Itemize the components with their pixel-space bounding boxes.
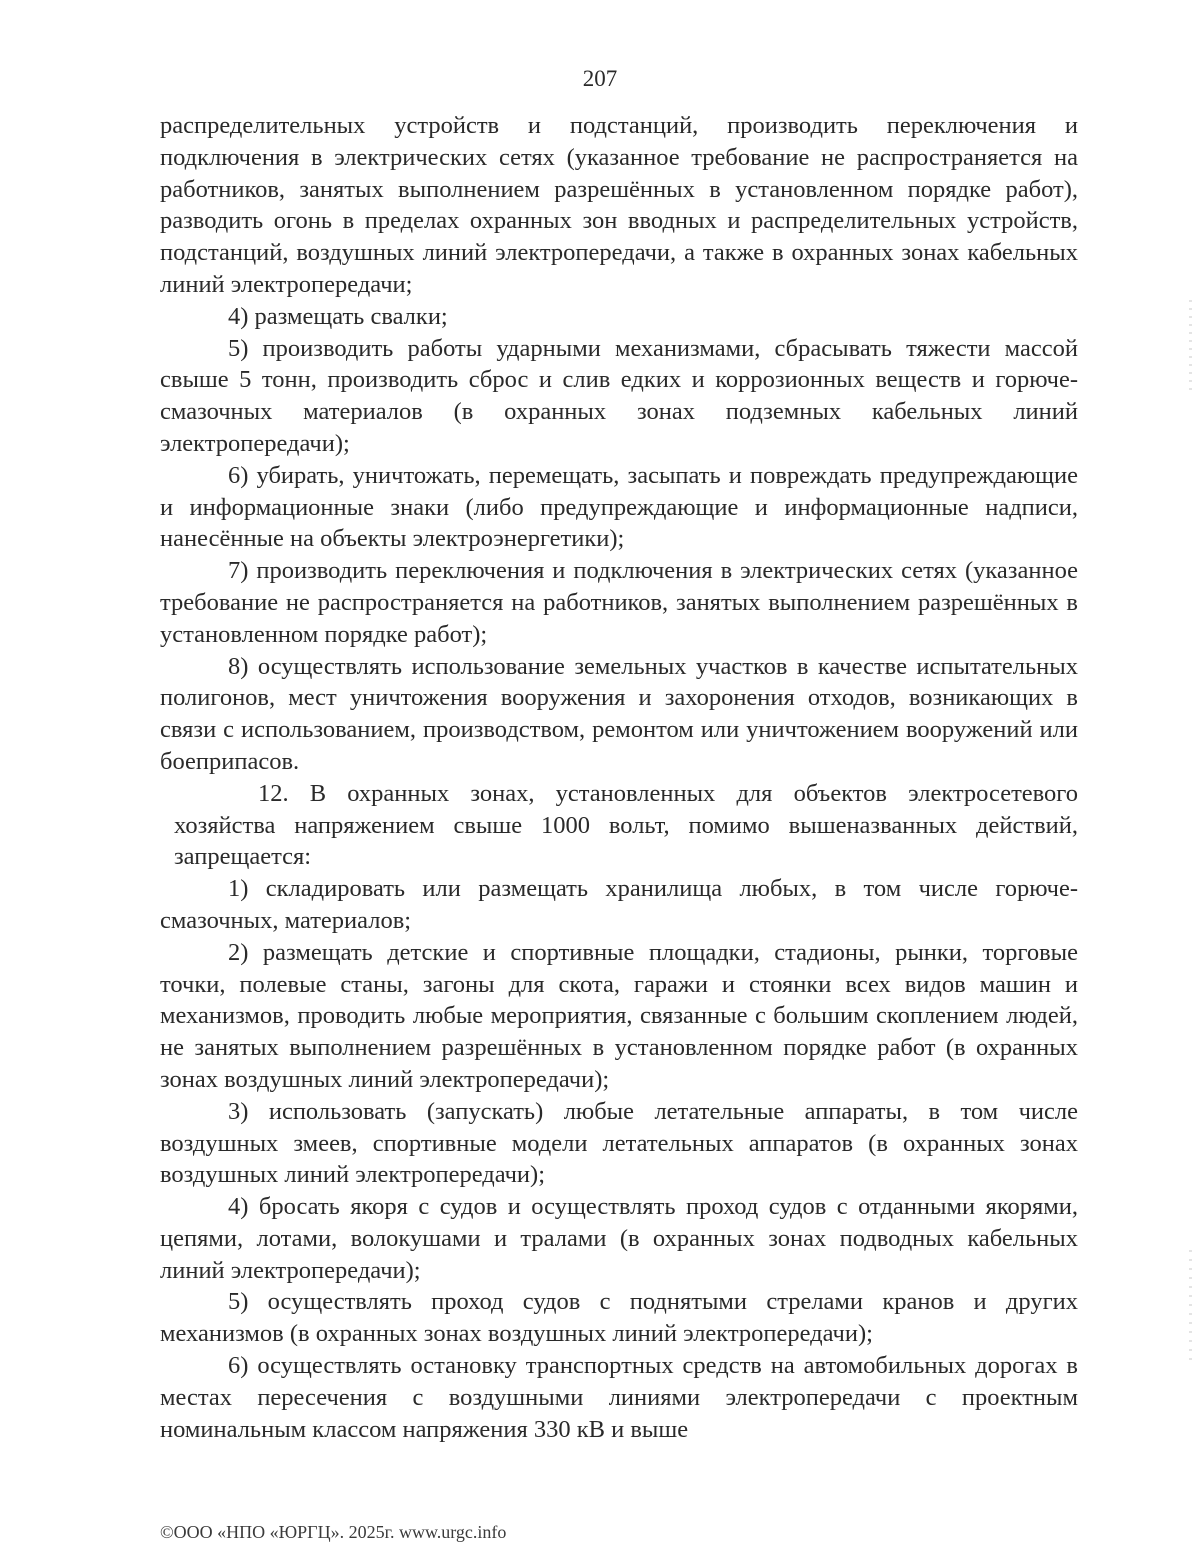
scan-artifact [1189,1250,1192,1360]
section-12-item-4: 4) бросать якоря с судов и осуществлять проход судов с отданными якорями, цепями, лотами, волокушами и тралами (в охранных зонах подводных кабельных линий электропередачи); [160,1193,1078,1284]
scan-artifact [1189,300,1192,390]
section-12-heading: 12. В охранных зонах, установленных для объектов электросетевого хозяйства напряжением свыше 1000 вольт, помимо вышеназванных действий, запрещается: [174,779,1078,871]
list-item-5: 5) производить работы ударными механизмами, сбрасывать тяжести массой свыше 5 тонн, производить сброс и слив едких и коррозионных веществ и горюче-смазочных материалов (в охранных зонах подземных кабельных линий электропередачи); [160,334,1078,457]
paragraph-continuation: распределительных устройств и подстанций, производить переключения и подключения в электрических сетях (указанное требование не распространяется на работников, занятых выполнением разрешённых в установленном порядке работ), разводить огонь в пределах охранных зон вводных и распределительных устройств, подстанций, воздушных линий электропередачи, а также в охранных зонах кабельных линий электропередачи; [160,112,1078,298]
document-body [160,110,1078,1445]
section-12-item-5: 5) осуществлять проход судов с поднятыми стрелами кранов и других механизмов (в охранных зонах воздушных линий электропередачи); [160,1288,1078,1348]
section-12-item-3: 3) использовать (запускать) любые летательные аппараты, в том числе воздушных змеев, спортивные модели летательных аппаратов (в охранных зонах воздушных линий электропередачи); [160,1097,1078,1189]
copyright-footer: ©ООО «НПО «ЮРГЦ». 2025г. www.urgc.info [160,1522,507,1542]
section-12-item-1: 1) складировать или размещать хранилища любых, в том числе горюче-смазочных, материалов; [160,875,1078,934]
list-item-4: 4) размещать свалки; [228,302,448,330]
list-item-8: 8) осуществлять использование земельных участков в качестве испытательных полигонов, мест уничтожения вооружения и захоронения отходов, возникающих в связи с использованием, производством, ремонтом или уничтожением вооружений или боеприпасов. [160,652,1078,775]
list-item-7: 7) производить переключения и подключения в электрических сетях (указанное требование не распространяется на работников, занятых выполнением разрешённых в установленном порядке работ); [160,557,1078,648]
section-12-item-6: 6) осуществлять остановку транспортных средств на автомобильных дорогах в местах пересечения с воздушными линиями электропередачи с проектным номинальным классом напряжения 330 кВ и выше [160,1352,1078,1443]
page-number: 207 [582,66,618,91]
list-item-6: 6) убирать, уничтожать, перемещать, засыпать и повреждать предупреждающие и информационные знаки (либо предупреждающие и информационные надписи, нанесённые на объекты электроэнергетики); [160,461,1078,553]
section-12-item-2: 2) размещать детские и спортивные площадки, стадионы, рынки, торговые точки, полевые станы, загоны для скота, гаражи и стоянки всех видов машин и механизмов, проводить любые мероприятия, связанные с большим скоплением людей, не занятых выполнением разрешённых в установленном порядке работ (в охранных зонах воздушных линий электропередачи); [160,938,1078,1093]
